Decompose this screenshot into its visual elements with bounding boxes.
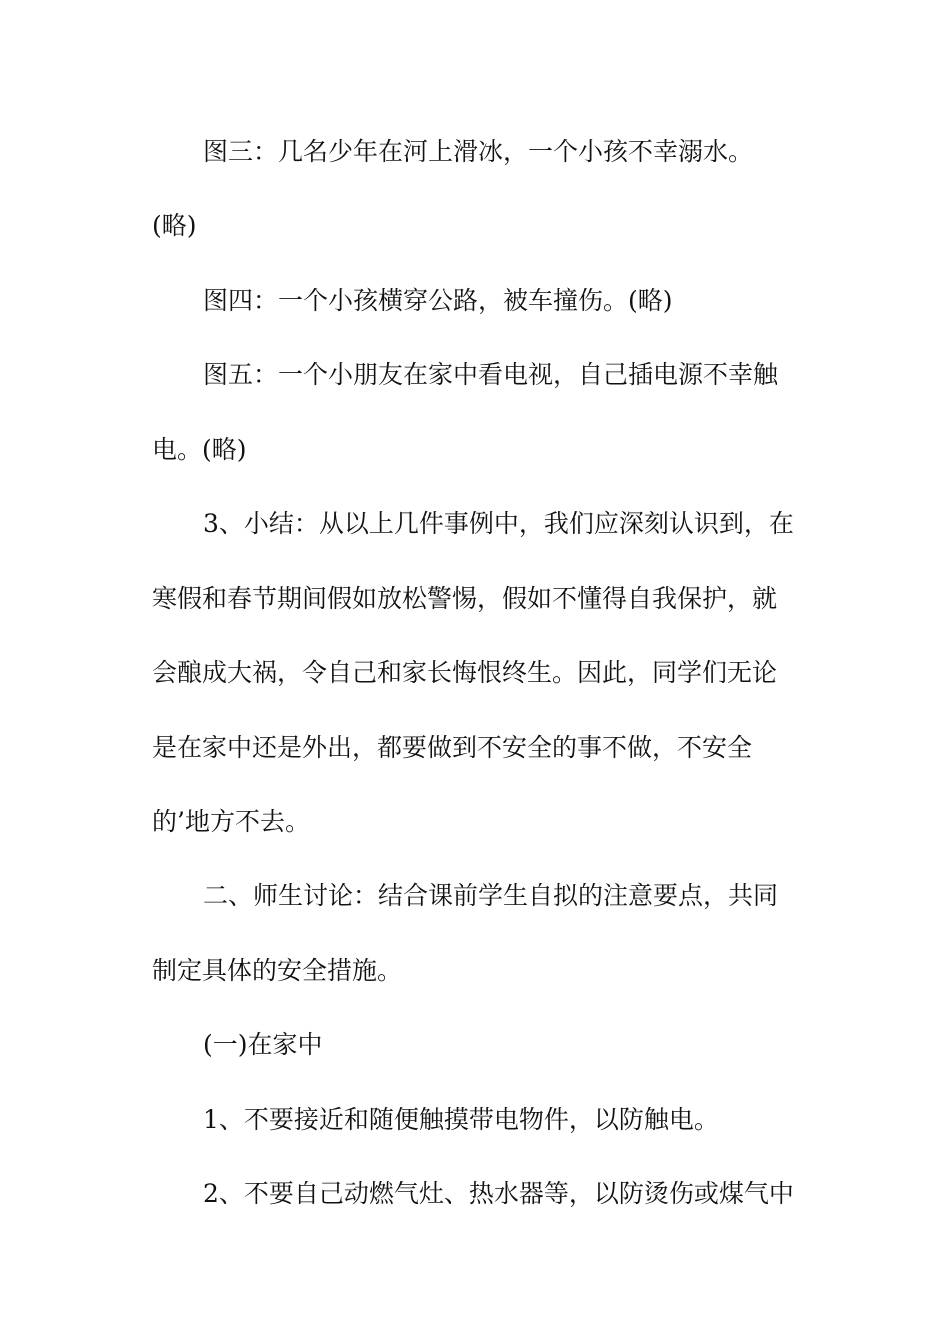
text-line: 1、不要接近和随便触摸带电物件，以防触电。 — [203, 1105, 719, 1134]
text-line: 制定具体的安全措施。 — [152, 956, 403, 985]
text-line: 的’地方不去。 — [152, 807, 310, 836]
text-line: 图五：一个小朋友在家中看电视，自己插电源不幸触 — [203, 360, 779, 389]
text-line: 寒假和春节期间假如放松警惕，假如不懂得自我保护，就 — [152, 584, 778, 613]
text-line: 2、不要自己动燃气灶、热水器等，以防烫伤或煤气中 — [203, 1179, 794, 1208]
text-line: 3、小结：从以上几件事例中，我们应深刻认识到，在 — [203, 509, 794, 538]
text-line: (一)在家中 — [203, 1030, 323, 1059]
text-line: 是在家中还是外出，都要做到不安全的事不做，不安全 — [152, 733, 753, 762]
text-line: 图四：一个小孩横穿公路，被车撞伤。(略) — [203, 286, 673, 315]
text-line: (略) — [152, 211, 197, 240]
text-line: 图三：几名少年在河上滑冰，一个小孩不幸溺水。 — [203, 137, 754, 166]
text-line: 二、师生讨论：结合课前学生自拟的注意要点，共同 — [203, 881, 779, 910]
text-line: 电。(略) — [152, 435, 247, 464]
text-line: 会酿成大祸，令自己和家长悔恨终生。因此，同学们无论 — [152, 658, 778, 687]
